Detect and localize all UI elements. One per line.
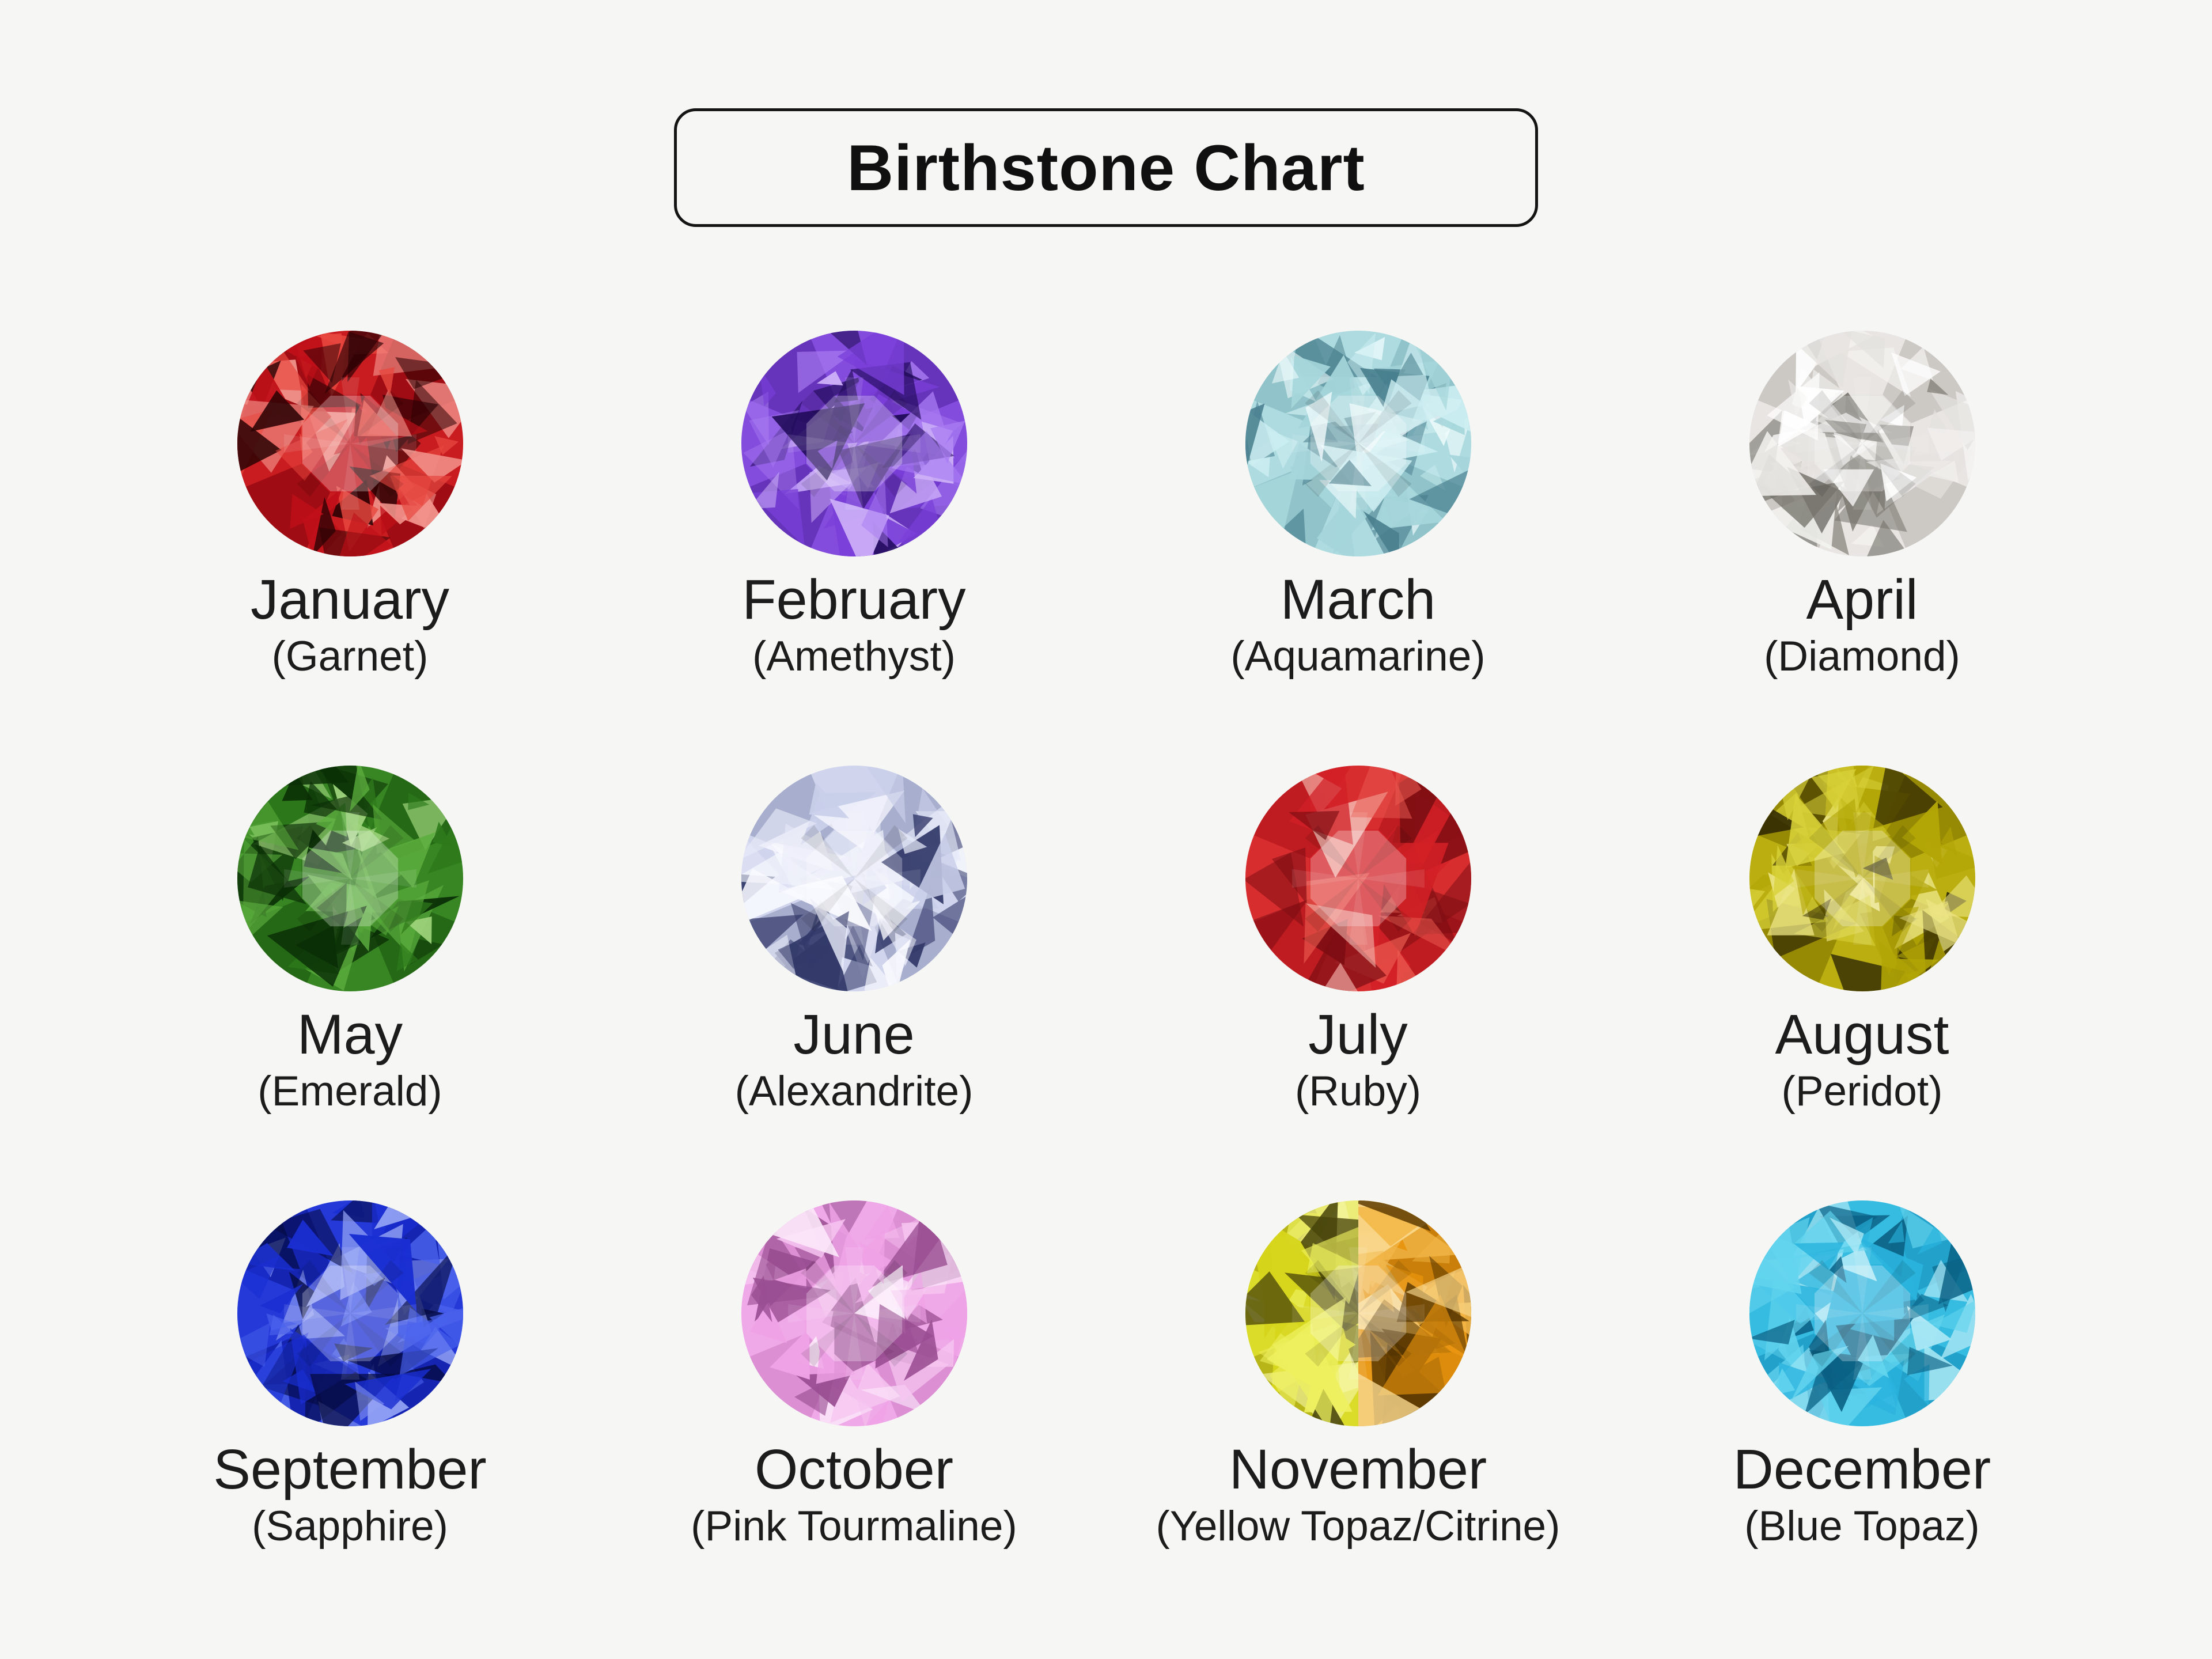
stone-label: (Sapphire) xyxy=(252,1502,448,1550)
gem-cell xyxy=(1610,723,2114,1158)
gem-cell xyxy=(98,288,602,723)
gem-cell xyxy=(1610,288,2114,723)
month-label: March xyxy=(1280,568,1436,631)
month-label: September xyxy=(213,1438,487,1501)
gem-image-may xyxy=(235,763,465,994)
gem-cell xyxy=(602,723,1106,1158)
gem-caption xyxy=(742,559,965,679)
gem-cell xyxy=(1610,1158,2114,1593)
gem-cell xyxy=(1106,288,1610,723)
gem-caption xyxy=(1764,559,1960,679)
month-label: January xyxy=(250,568,450,631)
stone-label: (Alexandrite) xyxy=(734,1067,974,1115)
gem-image-january xyxy=(235,328,465,559)
month-label: October xyxy=(754,1438,954,1501)
month-label: December xyxy=(1733,1438,1991,1501)
gem-caption xyxy=(735,994,974,1113)
gem-cell xyxy=(602,288,1106,723)
stone-label: (Yellow Topaz/Citrine) xyxy=(1156,1502,1560,1550)
gem-caption xyxy=(1295,994,1421,1113)
gem-image-april xyxy=(1747,328,1978,559)
month-label: July xyxy=(1308,1003,1408,1066)
gem-caption xyxy=(213,1429,487,1548)
page-title: Birthstone Chart xyxy=(847,131,1365,204)
stone-label: (Aquamarine) xyxy=(1230,632,1486,680)
gem-caption xyxy=(1156,1429,1560,1548)
gem-caption xyxy=(257,994,442,1113)
gem-image-august xyxy=(1747,763,1978,994)
month-label: June xyxy=(793,1003,915,1066)
gem-image-october xyxy=(739,1198,969,1429)
stone-label: (Emerald) xyxy=(257,1067,442,1115)
stone-label: (Blue Topaz) xyxy=(1744,1502,1980,1550)
stone-label: (Ruby) xyxy=(1294,1067,1422,1115)
month-label: August xyxy=(1775,1003,1949,1066)
gem-caption xyxy=(1230,559,1485,679)
gem-caption xyxy=(691,1429,1017,1548)
stone-label: (Diamond) xyxy=(1764,632,1960,680)
month-label: November xyxy=(1229,1438,1487,1501)
gem-image-november xyxy=(1243,1198,1474,1429)
title-box xyxy=(674,108,1538,227)
month-label: May xyxy=(297,1003,403,1066)
gem-grid xyxy=(98,288,2114,1593)
gem-caption xyxy=(251,559,449,679)
month-label: April xyxy=(1806,568,1918,631)
gem-cell xyxy=(1106,723,1610,1158)
gem-caption xyxy=(1775,994,1949,1113)
gem-image-september xyxy=(235,1198,465,1429)
gem-image-june xyxy=(739,763,969,994)
gem-image-july xyxy=(1243,763,1474,994)
gem-cell xyxy=(602,1158,1106,1593)
gem-image-february xyxy=(739,328,969,559)
gem-cell xyxy=(98,723,602,1158)
stone-label: (Amethyst) xyxy=(752,632,956,680)
gem-image-december xyxy=(1747,1198,1978,1429)
gem-cell xyxy=(98,1158,602,1593)
stone-label: (Peridot) xyxy=(1781,1067,1943,1115)
month-label: February xyxy=(742,568,966,631)
gem-caption xyxy=(1733,1429,1991,1548)
gem-image-march xyxy=(1243,328,1474,559)
stone-label: (Pink Tourmaline) xyxy=(691,1502,1017,1550)
gem-cell xyxy=(1106,1158,1610,1593)
stone-label: (Garnet) xyxy=(271,632,429,680)
